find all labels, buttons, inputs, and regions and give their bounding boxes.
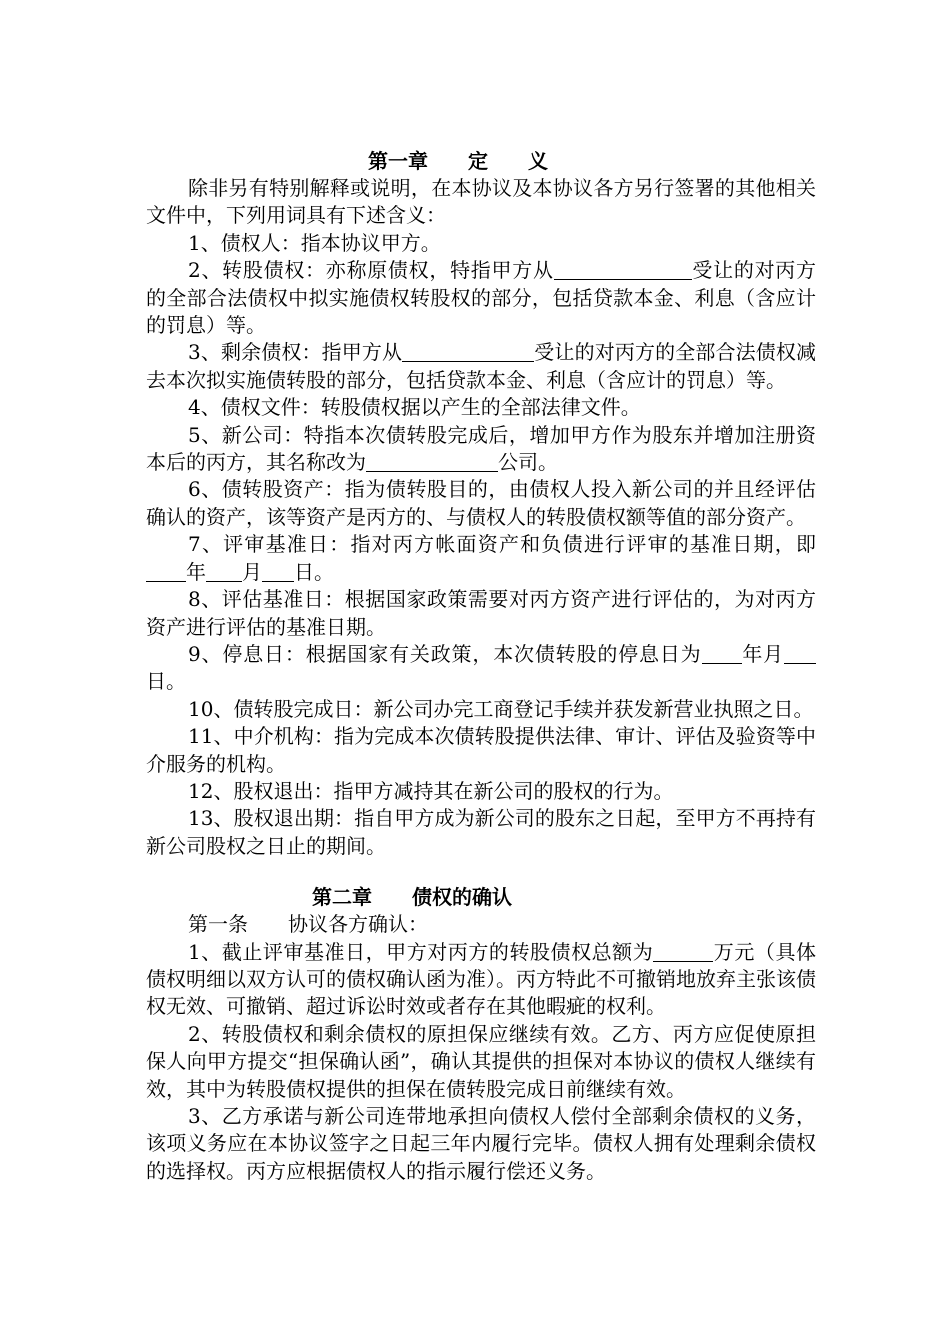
blank-amount [653, 941, 713, 962]
definition-8: 8、评估基准日：根据国家政策需要对丙方资产进行评估的，为对丙方资产进行评估的基准日期。 [146, 587, 816, 639]
clause-1 [146, 939, 816, 1021]
clause-3: 3、乙方承诺与新公司连带地承担向债权人偿付全部剩余债权的义务，该项义务应在本协议签字之日起三年内履行完毕。债权人拥有处理剩余债权的选择权。丙方应根据债权人的指示履行偿还义务。 [146, 1104, 816, 1183]
definition-3-text-a: 3、剩余债权：指甲方从 [188, 340, 403, 365]
definition-5-text-a: 5、新公司：特指本次债转股完成后，增加甲方作为股东并增加注册资本后的丙方，其名称改为 [146, 422, 816, 475]
definition-2-text-b: 受让的对丙方的全部合法债权中拟实施债权转股权的部分，包括贷款本金、利息（含应计的罚息）等。 [146, 258, 817, 338]
definition-10: 10、债转股完成日：新公司办完工商登记手续并获发新营业执照之日。 [188, 696, 814, 721]
definition-5 [146, 422, 816, 477]
blank-field [402, 341, 534, 362]
blank-month [206, 561, 242, 582]
clause-2: 2、转股债权和剩余债权的原担保应继续有效。乙方、丙方应促使原担保人向甲方提交“担保确认函”，确认其提供的担保对本协议的债权人继续有效，其中为转股债权提供的担保在债转股完成日前继续有效。 [146, 1021, 816, 1101]
blank-day [262, 561, 294, 582]
definition-2-text-a: 2、转股债权：亦称原债权，特指甲方从 [188, 258, 554, 283]
definition-11: 11、中介机构：指为完成本次债转股提供法律、审计、评估及验资等中介服务的机构。 [146, 724, 816, 776]
blank-field [554, 259, 692, 280]
day-label: 日。 [294, 559, 334, 584]
year-label: 年 [186, 559, 206, 584]
definition-13: 13、股权退出期：指自甲方成为新公司的股东之日起，至甲方不再持有新公司股权之日止的期间。 [146, 806, 816, 858]
definition-4: 4、债权文件：转股债权据以产生的全部法律文件。 [188, 395, 641, 420]
chapter-1-intro: 除非另有特别解释或说明，在本协议及本协议各方另行签署的其他相关文件中，下列用词具有下述含义： [146, 176, 816, 228]
month-label: 月 [763, 641, 785, 666]
chapter-1-title: 第一章 定 义 [368, 149, 548, 173]
definition-2 [146, 257, 816, 339]
clause-1-text-a: 1、截止评审基准日，甲方对丙方的转股债权总额为 [188, 939, 654, 964]
definition-12: 12、股权退出：指甲方减持其在新公司的股权的行为。 [188, 778, 674, 803]
blank-year [146, 561, 186, 582]
definition-5-text-b: 公司。 [498, 450, 558, 475]
year-label: 年 [741, 641, 764, 666]
definition-3-text-b: 受让的对丙方的全部合法债权减去本次拟实施债转股的部分，包括贷款本金、利息（含应计的罚息）等。 [146, 340, 817, 392]
definition-9-text: 9、停息日：根据国家有关政策，本次债转股的停息日为 [188, 641, 702, 666]
blank-field [366, 451, 498, 472]
clause-1-text-b: 万元（具体债权明细以双方认可的债权确认函为准）。丙方特此不可撤销地放弃主张该债权无效、可撤销、超过诉讼时效或者存在其他暇疵的权利。 [146, 939, 816, 1019]
definition-7 [146, 531, 816, 586]
chapter-2-title: 第二章 债权的确认 [312, 885, 512, 910]
day-label: 日。 [146, 669, 186, 694]
month-label: 月 [242, 559, 262, 584]
article-1-heading: 第一条 协议各方确认： [188, 912, 428, 937]
definition-3 [146, 339, 816, 394]
blank-year [702, 643, 742, 664]
blank-day [784, 643, 816, 664]
document-page [146, 148, 816, 1185]
definition-9 [146, 641, 816, 696]
definition-7-text: 7、评审基准日：指对丙方帐面资产和负债进行评审的基准日期，即 [188, 532, 816, 557]
definition-1: 1、债权人：指本协议甲方。 [188, 230, 441, 255]
definition-6: 6、债转股资产：指为债转股目的，由债权人投入新公司的并且经评估确认的资产，该等资产是丙方的、与债权人的转股债权额等值的部分资产。 [146, 477, 816, 529]
